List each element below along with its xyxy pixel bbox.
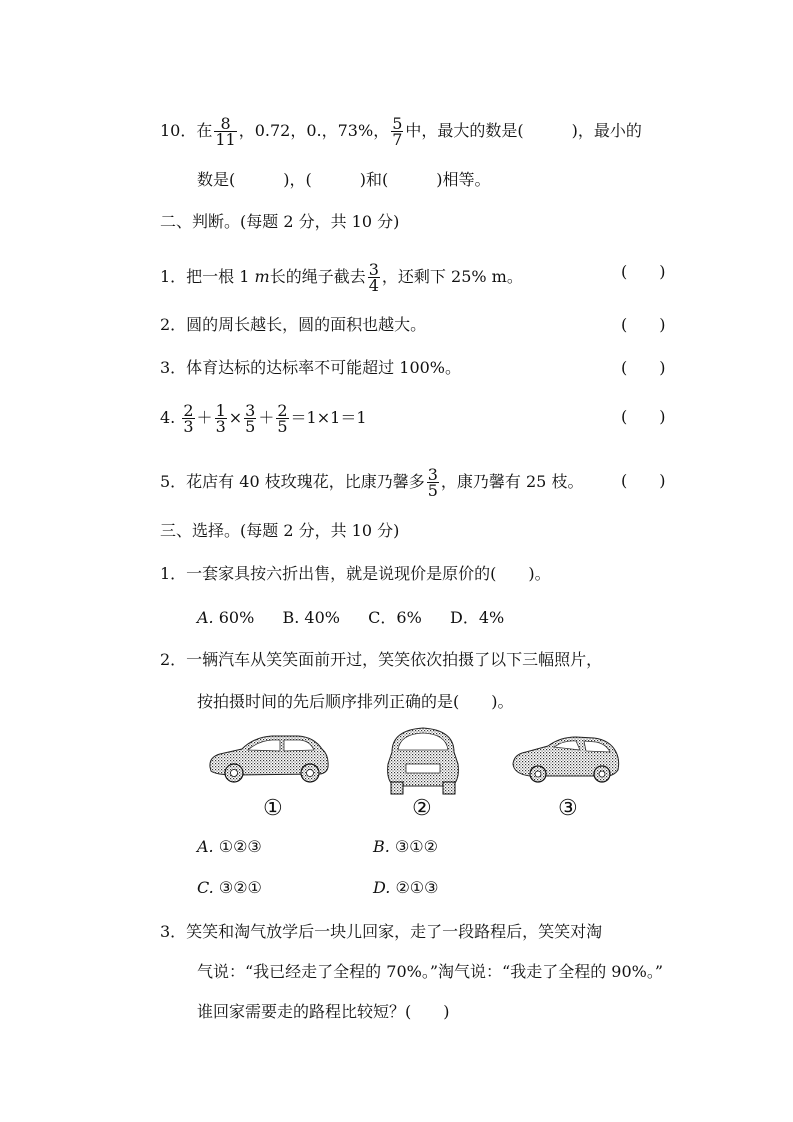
q10-line2: 数是( )，( )和( )相等。 (197, 170, 491, 189)
judge-q4-answer-paren[interactable]: ( ) (621, 407, 666, 426)
judge-q2: 2．圆的周长越长，圆的面积也越大。 (160, 315, 427, 334)
choice-q3-line1: 3．笑笑和淘气放学后一块儿回家，走了一段路程后，笑笑对淘 (160, 922, 603, 941)
fraction-3-5: $\frac{3}{5}$ (245, 401, 256, 436)
section3-heading: 三、选择。(每题 2 分，共 10 分) (160, 521, 400, 540)
fraction-1-3: $\frac{1}{3}$ (215, 401, 226, 436)
choice-q1: 1．一套家具按六折出售，就是说现价是原价的( )。 (160, 564, 551, 583)
photo-label-1: ① (263, 796, 283, 821)
photo-label-2: ② (412, 796, 432, 821)
judge-q1: 1．把一根 1 m长的绳子截去 $\frac{3}{4}$ ，还剩下 25% m。 (160, 260, 523, 295)
option-a[interactable]: A. 60% (197, 608, 255, 627)
photo-label-3: ③ (558, 796, 578, 821)
q10-line1: 10．在 $\frac{8}{11}$ ，0.72，0.，73%， $\frac{5}{7}$ 中，最大的数是( )，最小的 (160, 114, 642, 149)
fraction-8-11: $\frac{8}{11}$ (215, 114, 236, 149)
choice-q2-line2: 按拍摄时间的先后顺序排列正确的是( )。 (197, 692, 514, 711)
choice-q1-options (197, 608, 504, 628)
fraction-2-3: $\frac{2}{3}$ (183, 401, 194, 436)
judge-q2-answer-paren[interactable]: ( ) (621, 315, 666, 334)
choice-q3-line3: 谁回家需要走的路程比较短？( ) (197, 1002, 450, 1021)
judge-q3: 3．体育达标的达标率不可能超过 100%。 (160, 358, 462, 377)
choice-q3-line2: 气说：“我已经走了全程的 70%。”淘气说：“我走了全程的 90%。” (197, 962, 664, 981)
fraction-3-4: $\frac{3}{4}$ (368, 260, 379, 295)
judge-q3-answer-paren[interactable]: ( ) (621, 358, 666, 377)
fraction-3-5-b: $\frac{3}{5}$ (427, 465, 438, 500)
option-b[interactable]: B. 40% (282, 608, 340, 627)
judge-q5: 5．花店有 40 枝玫瑰花，比康乃馨多 $\frac{3}{5}$ ，康乃馨有 25 枝。 (160, 465, 584, 500)
car-photo-angled-icon (510, 734, 622, 786)
choice-q2-option-c[interactable]: C. ③②① (197, 878, 262, 897)
judge-q4: 4. $\frac{2}{3}$ ＋ $\frac{1}{3}$ × $\frac{3}{5}$ ＋ $\frac{2}{5}$ ＝1×1＝1 (160, 401, 367, 436)
choice-q2-option-d[interactable]: D. ②①③ (373, 878, 439, 897)
section2-heading: 二、判断。(每题 2 分，共 10 分) (160, 212, 400, 231)
fraction-2-5: $\frac{2}{5}$ (277, 401, 288, 436)
fraction-5-7: $\frac{5}{7}$ (392, 114, 403, 149)
car-photo-side-icon (206, 733, 332, 785)
option-c[interactable]: C．6% (368, 608, 422, 627)
choice-q2-option-a[interactable]: A. ①②③ (197, 837, 262, 856)
car-photo-front-icon (382, 724, 464, 796)
judge-q5-answer-paren[interactable]: ( ) (621, 471, 666, 490)
option-d[interactable]: D．4% (450, 608, 505, 627)
judge-q1-answer-paren[interactable]: ( ) (621, 262, 666, 281)
choice-q2-line1: 2．一辆汽车从笑笑面前开过，笑笑依次拍摄了以下三幅照片， (160, 650, 603, 669)
choice-q2-option-b[interactable]: B. ③①② (373, 837, 438, 856)
